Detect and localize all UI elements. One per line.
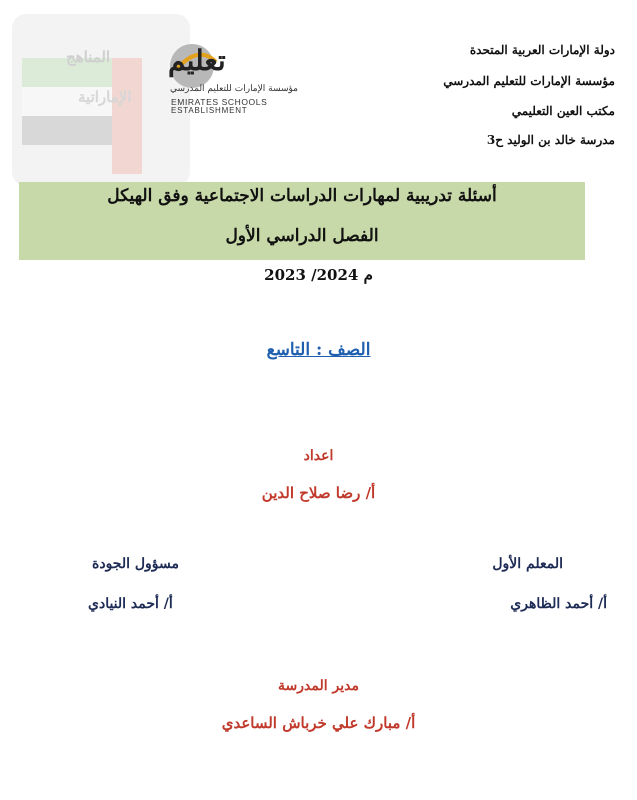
header-line-office: مكتب العين التعليمي xyxy=(511,104,615,118)
lead-teacher-label: المعلم الأول xyxy=(492,556,563,572)
watermark-text: الإماراتية xyxy=(78,88,132,106)
quality-name: أ/ أحمد النيادي xyxy=(88,596,173,612)
principal-name: أ/ مبارك علي خرباش الساعدي xyxy=(221,714,416,732)
header-line-school: مدرسة خالد بن الوليد ح3 xyxy=(486,133,615,147)
watermark-text: المناهج xyxy=(66,48,111,66)
header-line-establishment: مؤسسة الإمارات للتعليم المدرسي xyxy=(443,74,615,88)
logo-arabic-word: تعليم xyxy=(168,44,226,77)
principal-label: مدير المدرسة xyxy=(278,678,359,694)
logo-english-line2: ESTABLISHMENT xyxy=(171,106,248,115)
quality-label: مسؤول الجودة xyxy=(92,556,180,572)
header-line-country: دولة الإمارات العربية المتحدة xyxy=(469,43,615,57)
watermark-flag-icon xyxy=(22,58,142,174)
academic-year: 2023 /2024 م xyxy=(264,266,373,284)
lead-teacher-name: أ/ أحمد الظاهري xyxy=(510,596,607,612)
grade-label: الصف : التاسع xyxy=(266,340,371,360)
semester-title: الفصل الدراسي الأول xyxy=(225,226,379,246)
logo-english-line1: EMIRATES SCHOOLS xyxy=(171,97,268,107)
prepared-name: أ/ رضا صلاح الدين xyxy=(261,484,376,502)
logo-arabic-subtitle: مؤسسة الإمارات للتعليم المدرسي xyxy=(170,84,298,94)
document-title: أسئلة تدريبية لمهارات الدراسات الاجتماعية وفق الهيكل xyxy=(107,186,497,206)
prepared-label: اعداد xyxy=(303,448,334,464)
